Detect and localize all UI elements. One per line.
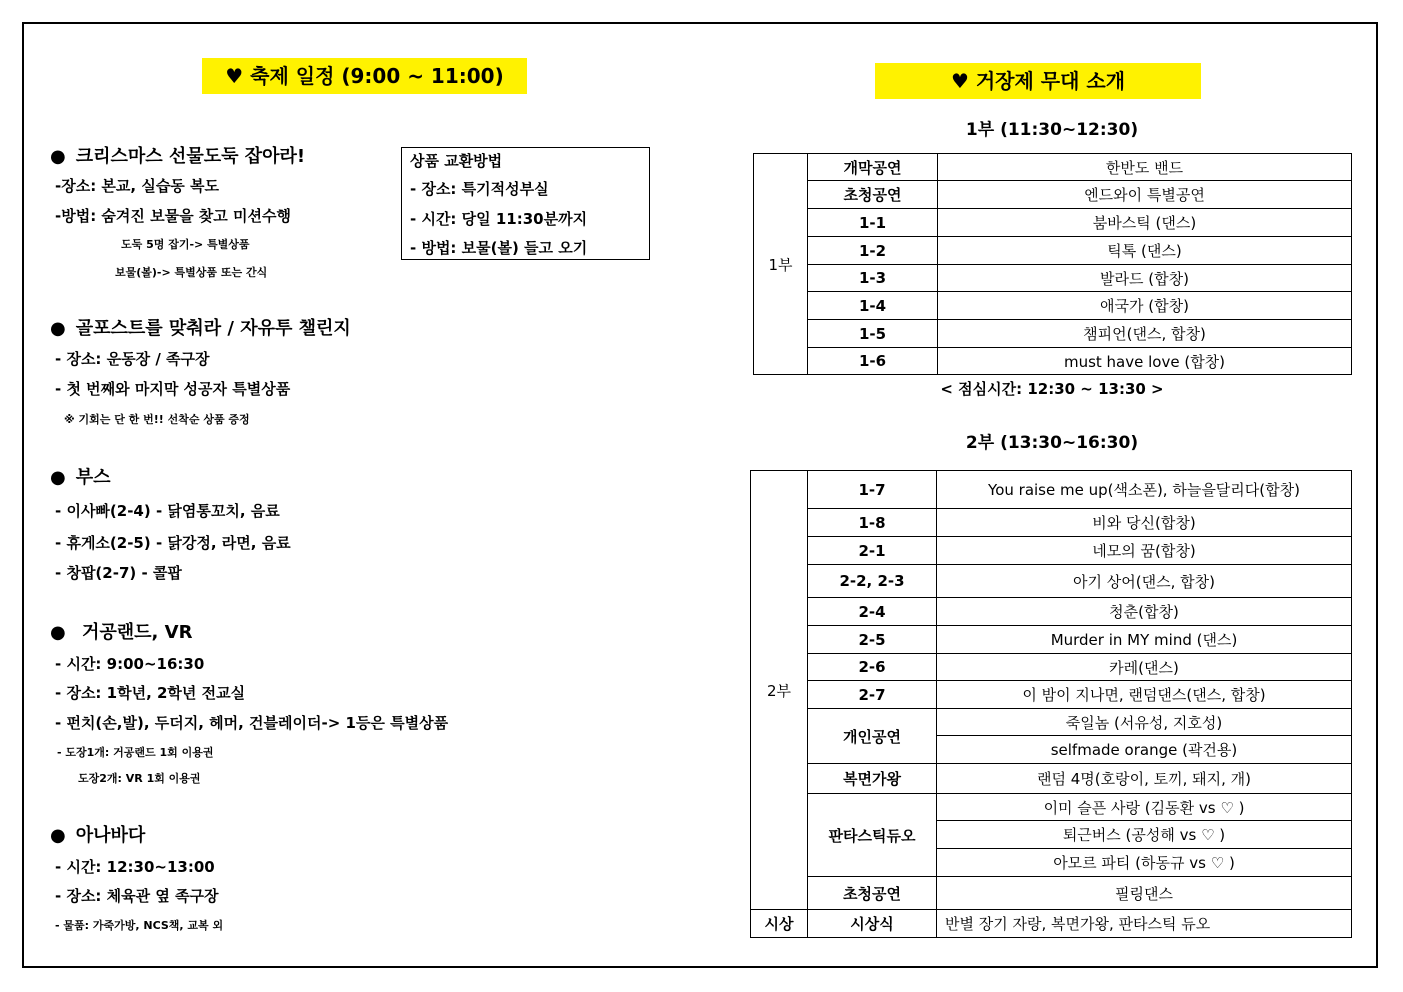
section-line: -장소: 본교, 실습동 복도 (55, 177, 219, 195)
table-row (754, 237, 1352, 265)
part1-title: 1부 (11:30~12:30) (965, 120, 1139, 140)
section-line: 도둑 5명 잡기-> 특별상품 (121, 238, 250, 251)
section-line: - 첫 번째와 마지막 성공자 특별상품 (55, 380, 291, 398)
table-row (754, 265, 1352, 292)
program-desc: 붐바스틱 (댄스) (938, 209, 1352, 237)
program-desc: 비와 당신(합창) (937, 509, 1352, 537)
program-code: 판타스틱듀오 (808, 794, 937, 877)
table-row (751, 598, 1352, 626)
program-code: 2-4 (808, 598, 937, 626)
program-code: 1-4 (808, 292, 938, 320)
program-desc: 랜덤 4명(호랑이, 토끼, 돼지, 개) (937, 764, 1352, 794)
section-line: - 물품: 가죽가방, NCS책, 교복 외 (55, 919, 224, 932)
program-code: 1-6 (808, 348, 938, 375)
table-row (751, 509, 1352, 537)
program-code: 2-2, 2-3 (808, 565, 937, 598)
table-row (754, 348, 1352, 375)
section-line: - 시간: 12:30~13:00 (55, 858, 215, 876)
program-desc: 애국가 (합창) (938, 292, 1352, 320)
program-code: 1-5 (808, 320, 938, 348)
part1-table (753, 153, 1352, 375)
section-line: - 펀치(손,발), 두더지, 헤머, 건블레이더-> 1등은 특별상품 (55, 714, 449, 732)
program-desc: 이미 슬픈 사랑 (김동환 vs ♡ ) (937, 794, 1352, 821)
part2-title: 2부 (13:30~16:30) (965, 433, 1139, 453)
table-row (751, 877, 1352, 910)
table-row (754, 209, 1352, 237)
prize-exchange-box (401, 147, 650, 260)
program-desc: 틱톡 (댄스) (938, 237, 1352, 265)
section-line: - 이사빠(2-4) - 닭염통꼬치, 음료 (55, 502, 280, 520)
section-line: ※ 기회는 단 한 번!! 선착순 상품 증정 (64, 413, 250, 426)
stage-intro-header: ♥ 거장제 무대 소개 (875, 63, 1201, 99)
table-row (751, 681, 1352, 709)
program-code: 1-3 (808, 265, 938, 292)
program-desc: selfmade orange (곽건용) (937, 736, 1352, 764)
program-code: 2-5 (808, 626, 937, 654)
section-line: - 도장1개: 거공랜드 1회 이용권 (57, 746, 214, 759)
program-desc: 발라드 (합창) (938, 265, 1352, 292)
program-desc: 챔피언(댄스, 합창) (938, 320, 1352, 348)
program-desc: 청춘(합창) (937, 598, 1352, 626)
section-line: - 장소: 1학년, 2학년 전교실 (55, 684, 246, 702)
section-line: 도장2개: VR 1회 이용권 (78, 772, 201, 785)
section-title: ● 아나바다 (50, 821, 145, 847)
program-desc: must have love (합창) (938, 348, 1352, 375)
award-label: 시상 (751, 910, 808, 938)
part-label: 2부 (751, 471, 808, 910)
table-row (751, 565, 1352, 598)
table-row (751, 794, 1352, 821)
section-title: ● 골포스트를 맞춰라 / 자유투 챌린지 (50, 314, 351, 340)
exchange-line: - 장소: 특기적성부실 (410, 180, 549, 198)
program-code: 초청공연 (808, 181, 938, 209)
program-code: 1-8 (808, 509, 937, 537)
section-line: -방법: 숨겨진 보물을 찾고 미션수행 (55, 207, 291, 225)
section-line: - 장소: 운동장 / 족구장 (55, 350, 210, 368)
program-desc: 네모의 꿈(합창) (937, 537, 1352, 565)
program-desc: 아기 상어(댄스, 합창) (937, 565, 1352, 598)
program-code: 1-1 (808, 209, 938, 237)
table-row (751, 910, 1352, 938)
program-desc: 이 밤이 지나면, 랜덤댄스(댄스, 합창) (937, 681, 1352, 709)
table-row (751, 471, 1352, 509)
section-line: 보물(볼)-> 특별상품 또는 간식 (115, 266, 268, 279)
program-desc: 카레(댄스) (937, 654, 1352, 681)
program-code: 1-2 (808, 237, 938, 265)
exchange-line: - 시간: 당일 11:30분까지 (410, 210, 588, 228)
part2-table (750, 470, 1352, 938)
program-desc: You raise me up(색소폰), 하늘을달리다(합창) (937, 471, 1352, 509)
program-code: 복면가왕 (808, 764, 937, 794)
section-title: ● 거공랜드, VR (50, 618, 192, 644)
part-label: 1부 (754, 154, 808, 375)
program-desc: 필링댄스 (937, 877, 1352, 910)
lunch-time: < 점심시간: 12:30 ~ 13:30 > (940, 380, 1164, 398)
section-title: ● 부스 (50, 463, 111, 489)
festival-schedule-header: ♥ 축제 일정 (9:00 ~ 11:00) (202, 58, 527, 94)
program-desc: 아모르 파티 (하동규 vs ♡ ) (937, 849, 1352, 877)
program-code: 개막공연 (808, 154, 938, 181)
program-code: 2-1 (808, 537, 937, 565)
award-desc: 반별 장기 자랑, 복면가왕, 판타스틱 듀오 (937, 910, 1352, 938)
program-desc: 엔드와이 특별공연 (938, 181, 1352, 209)
section-line: - 장소: 체육관 옆 족구장 (55, 887, 219, 905)
table-row (754, 154, 1352, 181)
table-row (751, 764, 1352, 794)
section-line: - 휴게소(2-5) - 닭강정, 라면, 음료 (55, 534, 291, 552)
section-line: - 시간: 9:00~16:30 (55, 655, 205, 673)
exchange-line: - 방법: 보물(볼) 들고 오기 (410, 239, 588, 257)
award-code: 시상식 (808, 910, 937, 938)
program-desc: 퇴근버스 (공성해 vs ♡ ) (937, 821, 1352, 849)
program-code: 2-6 (808, 654, 937, 681)
table-row (751, 654, 1352, 681)
program-code: 2-7 (808, 681, 937, 709)
table-row (754, 320, 1352, 348)
program-code: 초청공연 (808, 877, 937, 910)
section-line: - 창팝(2-7) - 콜팝 (55, 564, 182, 582)
table-row (754, 181, 1352, 209)
table-row (751, 626, 1352, 654)
table-row (754, 292, 1352, 320)
exchange-title: 상품 교환방법 (410, 152, 503, 170)
program-desc: 한반도 밴드 (938, 154, 1352, 181)
program-desc: Murder in MY mind (댄스) (937, 626, 1352, 654)
section-title: ● 크리스마스 선물도둑 잡아라! (50, 142, 305, 168)
program-code: 1-7 (808, 471, 937, 509)
table-row (751, 709, 1352, 736)
table-row (751, 537, 1352, 565)
program-code: 개인공연 (808, 709, 937, 764)
program-desc: 죽일놈 (서유성, 지호성) (937, 709, 1352, 736)
